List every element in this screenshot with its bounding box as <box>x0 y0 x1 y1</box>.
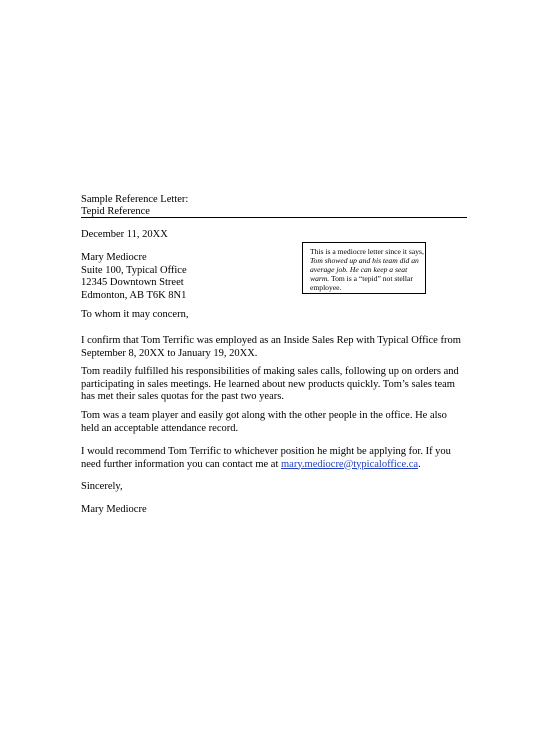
signature-name: Mary Mediocre <box>81 504 147 515</box>
salutation: To whom it may concern, <box>81 309 189 320</box>
paragraph-employment: I confirm that Tom Terrific was employed as an Inside Sales Rep with Typical Office from September 8, 20XX to January 19, 20XX. <box>81 335 461 359</box>
heading-divider <box>81 217 467 218</box>
closing: Sincerely, <box>81 481 123 492</box>
heading-line-2: Tepid Reference <box>81 206 150 217</box>
recommendation-period: . <box>418 458 421 470</box>
heading-line-1: Sample Reference Letter: <box>81 194 189 205</box>
paragraph-responsibilities: Tom readily fulfilled his responsibilities of making sales calls, following up on orders and participating in sales meetings. He learned about new products quickly. Tom’s sales team has met their sales quotas for the past two years. <box>81 366 459 402</box>
address-line-2: 12345 Downtown Street <box>81 277 184 288</box>
address-name: Mary Mediocre <box>81 252 147 263</box>
recommendation-text: I would recommend Tom Terrific to whichever position he might be applying for. If you need further information you can contact me at <box>81 446 451 470</box>
address-line-3: Edmonton, AB T6K 8N1 <box>81 289 187 301</box>
address-line-1: Suite 100, Typical Office <box>81 264 187 276</box>
recipient-address <box>81 252 187 302</box>
annotation-note-box <box>302 242 426 294</box>
note-text-2: Tom is a “tepid” not stellar employee. <box>310 274 413 292</box>
paragraph-recommendation <box>81 446 467 471</box>
letter-heading <box>81 194 467 218</box>
email-link[interactable]: mary.mediocre@typicaloffice.ca <box>281 458 419 470</box>
note-text-1: This is a mediocre letter since it says, <box>310 247 424 256</box>
paragraph-teamwork: Tom was a team player and easily got along with the other people in the office. He also held an acceptable attendance record. <box>81 410 447 434</box>
letter-date: December 11, 20XX <box>81 229 168 240</box>
note-text-italic: Tom showed up and his team did an average job. He can keep a seat warm. <box>310 256 419 283</box>
